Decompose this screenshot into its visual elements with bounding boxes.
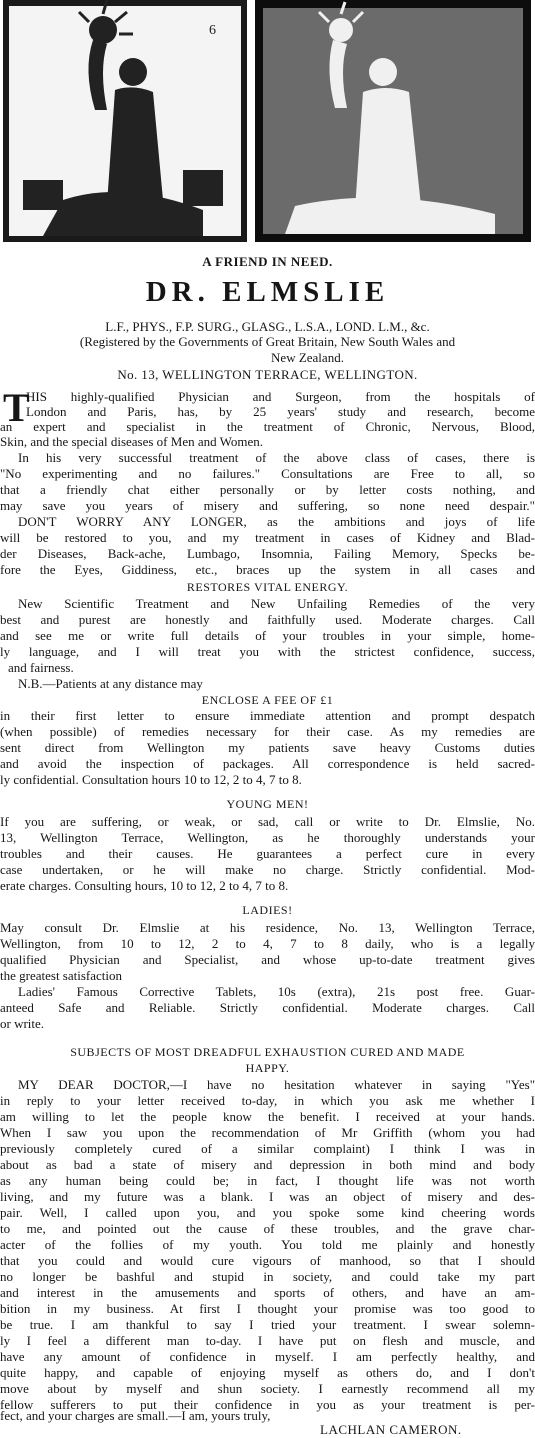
- doctor-name-heading: DR. ELMSLIE: [145, 276, 390, 308]
- subjects-heading: SUBJECTS OF MOST DREADFUL EXHAUSTION CURED AND MADE: [70, 1045, 465, 1059]
- letter-line: and interest in the amusements and sports of others, and have an am-: [0, 1285, 535, 1300]
- body-line: sent direct from Wellington my patients save heavy Customs duties: [0, 740, 535, 755]
- letter-line: MY DEAR DOCTOR,—I have no hesitation whatever in saying "Yes": [18, 1077, 535, 1092]
- letter-line: living, and my future was a blank. I was an object of misery and des-: [0, 1189, 535, 1204]
- body-line: fore the Eyes, Giddiness, etc., braces up the system in all cases and: [0, 562, 535, 577]
- body-line: ly language, and I will treat you with the strictest confidence, success,: [0, 644, 535, 659]
- body-line: will be restored to you, and my treatment in cases of Kidney and Blad-: [0, 530, 535, 545]
- body-line: May consult Dr. Elmslie at his residence, No. 13, Wellington Terrace,: [0, 920, 535, 935]
- body-line: qualified Physician and Specialist, and whose up-to-date treatment gives: [0, 952, 535, 967]
- body-line: HIS highly-qualified Physician and Surgeon, from the hospitals of: [26, 389, 535, 404]
- letter-line: in reply to your letter received to-day, in which you ask me whether I: [0, 1093, 535, 1108]
- body-line: N.B.—Patients at any distance may: [18, 676, 203, 691]
- body-line: that a friendly chat either personally or by letter costs nothing, and: [0, 482, 535, 497]
- letter-line: as any human being could be; in fact, I thought life was not worth: [0, 1173, 535, 1188]
- letter-line: quite happy, and capable of enjoying myself as others do, and I don't: [0, 1365, 535, 1380]
- letter-line: ly I feel a different man to-day. I have put on flesh and muscle, and: [0, 1333, 535, 1348]
- address-line: No. 13, WELLINGTON TERRACE, WELLINGTON.: [117, 367, 418, 382]
- body-line: In his very successful treatment of the above class of cases, there is: [18, 450, 535, 465]
- letter-line: about as bad a state of misery and depression in both mind and body: [0, 1157, 535, 1172]
- letter-line: pair. Well, I called upon you, and you spoke some kind cheering words: [0, 1205, 535, 1220]
- body-line: in their first letter to ensure immediate attention and prompt despatch: [0, 708, 535, 723]
- letter-line: that you could and would cure vigours of manhood, so that I should: [0, 1253, 535, 1268]
- body-line: anteed Safe and Reliable. Strictly confidential. Moderate charges. Call: [0, 1000, 535, 1015]
- woman-torch-icon: [3, 0, 247, 242]
- body-line: the greatest satisfaction: [0, 968, 123, 983]
- body-line: troubles and their causes. He guarantees a perfect cure in every: [0, 846, 535, 861]
- signature: LACHLAN CAMERON.: [320, 1422, 462, 1437]
- subjects-heading: HAPPY.: [245, 1061, 290, 1075]
- letter-line: no longer be bashful and stupid in society, and could take my part: [0, 1269, 535, 1284]
- credentials-line: (Registered by the Governments of Great Britain, New South Wales and: [79, 334, 456, 349]
- letter-line: to me, and pointed out the cause of these troubles, and the grave char-: [0, 1221, 535, 1236]
- body-line: or write.: [0, 1016, 45, 1031]
- letter-line: previously completely cured of a similar complaint) I think I was in: [0, 1141, 535, 1156]
- ladies-heading: LADIES!: [242, 903, 293, 917]
- letter-line: have any amount of confidence in myself. I am perfectly healthy, and: [0, 1349, 535, 1364]
- body-line: and see me or write full details of your troubles in your simple, home-: [0, 628, 535, 643]
- body-line: DON'T WORRY ANY LONGER, as the ambitions and joys of life: [18, 514, 535, 529]
- body-line: If you are suffering, or weak, or sad, call or write to Dr. Elmslie, No.: [0, 814, 535, 829]
- body-line: an expert and specialist in the treatment of Chronic, Nervous, Blood,: [0, 419, 535, 434]
- enclose-fee-heading: ENCLOSE A FEE OF £1: [201, 693, 334, 707]
- young-men-heading: YOUNG MEN!: [226, 797, 309, 811]
- body-line: 13, Wellington Terrace, Wellington, as he thoroughly understands your: [0, 830, 535, 845]
- body-line: London and Paris, has, by 25 years' study and research, become: [26, 404, 535, 419]
- svg-text:6: 6: [209, 23, 216, 38]
- woman-torch-icon: [255, 0, 531, 242]
- heading-friend-in-need: A FRIEND IN NEED.: [202, 254, 333, 269]
- letter-line: fect, and your charges are small.—I am, yours truly,: [0, 1409, 271, 1423]
- letter-line: am willing to let the people know the benefit. I received at your hands.: [0, 1109, 535, 1124]
- body-line: and fairness.: [8, 660, 74, 675]
- letter-line: fellow sufferers to put their confidence in you as your treatment is per-: [0, 1397, 535, 1412]
- body-line: may save you years of misery and suffering, so none need despair.": [0, 498, 535, 513]
- body-line: erate charges. Consulting hours, 10 to 12, 2 to 4, 7 to 8.: [0, 878, 289, 893]
- restores-heading: RESTORES VITAL ENERGY.: [186, 580, 349, 594]
- body-line: ly confidential. Consultation hours 10 to 12, 2 to 4, 7 to 8.: [0, 772, 302, 787]
- body-line: New Scientific Treatment and New Unfailing Remedies of the very: [18, 596, 535, 611]
- credentials-line: L.F., PHYS., F.P. SURG., GLASG., L.S.A., LOND. L.M., &c.: [105, 319, 430, 334]
- drop-cap: T: [3, 385, 30, 430]
- body-line: Skin, and the special diseases of Men and Women.: [0, 434, 263, 449]
- body-line: (when possible) of remedies necessary for their case. As my remedies are: [0, 724, 535, 739]
- body-line: der Diseases, Back-ache, Lumbago, Insomnia, Failing Memory, Specks be-: [0, 546, 535, 561]
- credentials-line: New Zealand.: [271, 350, 344, 365]
- body-line: "No experimenting and no failures." Consultations are Free to all, so: [0, 466, 535, 481]
- letter-line: be true. I am thankful to say I tried your treatment. I swear solemn-: [0, 1317, 535, 1332]
- letter-line: When I saw you upon the recommendation of Mr Griffith (whom you had: [0, 1125, 535, 1140]
- letter-line: bition in my business. At first I thought your promise was too good to: [0, 1301, 535, 1316]
- letter-line: acter of the follies of my youth. You told me plainly and honestly: [0, 1237, 535, 1252]
- body-line: and avoid the inspection of packages. All correspondence is held sacred-: [0, 756, 535, 771]
- body-line: Wellington, from 10 to 12, 2 to 4, 7 to 8 daily, who is a legally: [0, 936, 535, 951]
- body-line: best and purest are honestly and faithfully used. Moderate charges. Call: [0, 612, 535, 627]
- body-line: Ladies' Famous Corrective Tablets, 10s (extra), 21s post free. Guar-: [18, 984, 535, 999]
- body-line: case undertaken, or he will make no charge. Strictly confidential. Mod-: [0, 862, 535, 877]
- letter-line: move about by myself and shun society. I earnestly recommend all my: [0, 1381, 535, 1396]
